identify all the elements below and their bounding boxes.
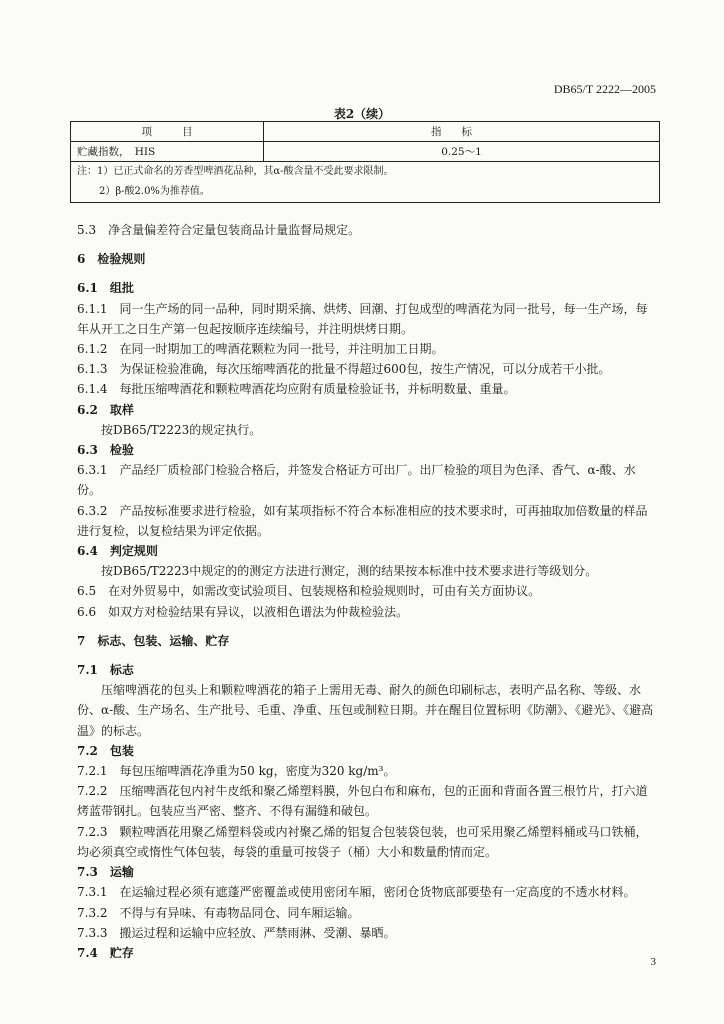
clause-6-1-1: 6.1.1 同一生产场的同一品种，同时期采摘、烘烤、回潮、打包成型的啤酒花为同一批号，每一生产场，每年从开工之日生产第一包起按顺序连续编号，并注明烘烤日期。: [77, 301, 648, 336]
clause-heading-7-2: 7.2 包装: [77, 743, 134, 758]
clause-6-1-2: 6.1.2 在同一时期加工的啤酒花颗粒为同一批号，并注明加工日期。: [77, 342, 444, 357]
clause-6-2-text: 按DB65/T2223的规定执行。: [101, 422, 262, 437]
column-header-indicator: 指标: [264, 122, 660, 142]
table-row: [71, 142, 660, 162]
clause-7-3-1: 7.3.1 在运输过程必须有遮蓬严密覆盖或使用密闭车厢，密闭仓货物底部要垫有一定高度的不透水材料。: [77, 885, 636, 900]
clause-heading-6-1: 6.1 组批: [77, 281, 134, 296]
clause-7-1-text: 压缩啤酒花的包头上和颗粒啤酒花的箱子上需用无毒、耐久的颜色印刷标志，表明产品名称、等级、水份、α-酸、生产场名、生产批号、毛重、净重、压包或制粒日期。并在醒目位置标明《防潮》、《避光》、《避高温》的标志。: [77, 683, 654, 738]
section-heading-6: 6 检验规则: [77, 252, 146, 267]
clause-6-4-text: 按DB65/T2223中规定的的测定方法进行测定，测的结果按本标准中技术要求进行等级划分。: [101, 564, 598, 579]
clause-heading-6-3: 6.3 检验: [77, 443, 134, 458]
clause-heading-7-3: 7.3 运输: [77, 865, 134, 880]
table-note-1: 注：1）已正式命名的芳香型啤酒花品种，其α-酸含量不受此要求限制。: [77, 166, 394, 177]
spec-table: [70, 121, 660, 203]
row-item-label: 贮藏指数， HIS: [71, 142, 264, 162]
clause-7-2-1: 7.2.1 每包压缩啤酒花净重为50 kg，密度为320 kg/m³。: [77, 764, 396, 779]
table-header-row: [71, 122, 660, 142]
column-header-item: 项目: [71, 122, 264, 142]
clause-heading-7-4: 7.4 贮存: [77, 945, 134, 960]
clause-6-1-3: 6.1.3 为保证检验准确，每次压缩啤酒花的批量不得超过600包，按生产情况，可以分成若干小批。: [77, 362, 611, 377]
clause-6-6: 6.6 如双方对检验结果有异议，以液相色谱法为仲裁检验法。: [77, 604, 409, 619]
clause-heading-6-4: 6.4 判定规则: [77, 544, 158, 559]
table-notes: [71, 162, 660, 203]
table-title: 表2（续）: [333, 107, 391, 121]
clause-7-2-2: 7.2.2 压缩啤酒花包内衬牛皮纸和聚乙烯塑料膜，外包白布和麻布，包的正面和背面各置三根竹片，打六道烤蓝带钢扎。包装应当严密、整齐、不得有漏缝和破包。: [77, 784, 648, 819]
clause-7-3-3: 7.3.3 搬运过程和运输中应轻放、严禁雨淋、受潮、暴晒。: [77, 925, 396, 940]
clause-heading-6-2: 6.2 取样: [77, 402, 134, 417]
clause-6-1-4: 6.1.4 每批压缩啤酒花和颗粒啤酒花均应附有质量检验证书，并标明数量、重量。: [77, 382, 516, 397]
table-note-2: 2）β-酸2.0%为推荐值。: [99, 186, 210, 197]
row-item-value: 0.25～1: [264, 142, 660, 162]
table-notes-row: [71, 162, 660, 203]
page-number: 3: [650, 956, 656, 968]
clause-7-3-2: 7.3.2 不得与有异味、有毒物品同仓、同车厢运输。: [77, 905, 360, 920]
clause-heading-7-1: 7.1 标志: [77, 663, 134, 678]
clause-5-3: 5.3 净含量偏差符合定量包装商品计量监督局规定。: [77, 223, 361, 237]
clause-7-2-3: 7.2.3 颗粒啤酒花用聚乙烯塑料袋或内衬聚乙烯的铝复合包装袋包装，也可采用聚乙烯塑料桶或马口铁桶，均必须真空或惰性气体包装，每袋的重量可按袋子（桶）大小和数量酌情而定。: [77, 824, 648, 859]
section-heading-7: 7 标志、包装、运输、贮存: [77, 633, 230, 648]
document-code: DB65/T 2222—2005: [553, 82, 656, 96]
document-body: [77, 220, 659, 963]
clause-6-5: 6.5 在对外贸易中，如需改变试验项目、包装规格和检验规则时，可由有关方面协议。: [77, 584, 541, 599]
clause-6-3-2: 6.3.2 产品按标准要求进行检验，如有某项指标不符合本标准相应的技术要求时，可再抽取加倍数量的样品进行复检，以复检结果为评定依据。: [77, 503, 648, 538]
clause-6-3-1: 6.3.1 产品经厂质检部门检验合格后，并签发合格证方可出厂。出厂检验的项目为色泽、香气、α-酸、水份。: [77, 463, 636, 498]
